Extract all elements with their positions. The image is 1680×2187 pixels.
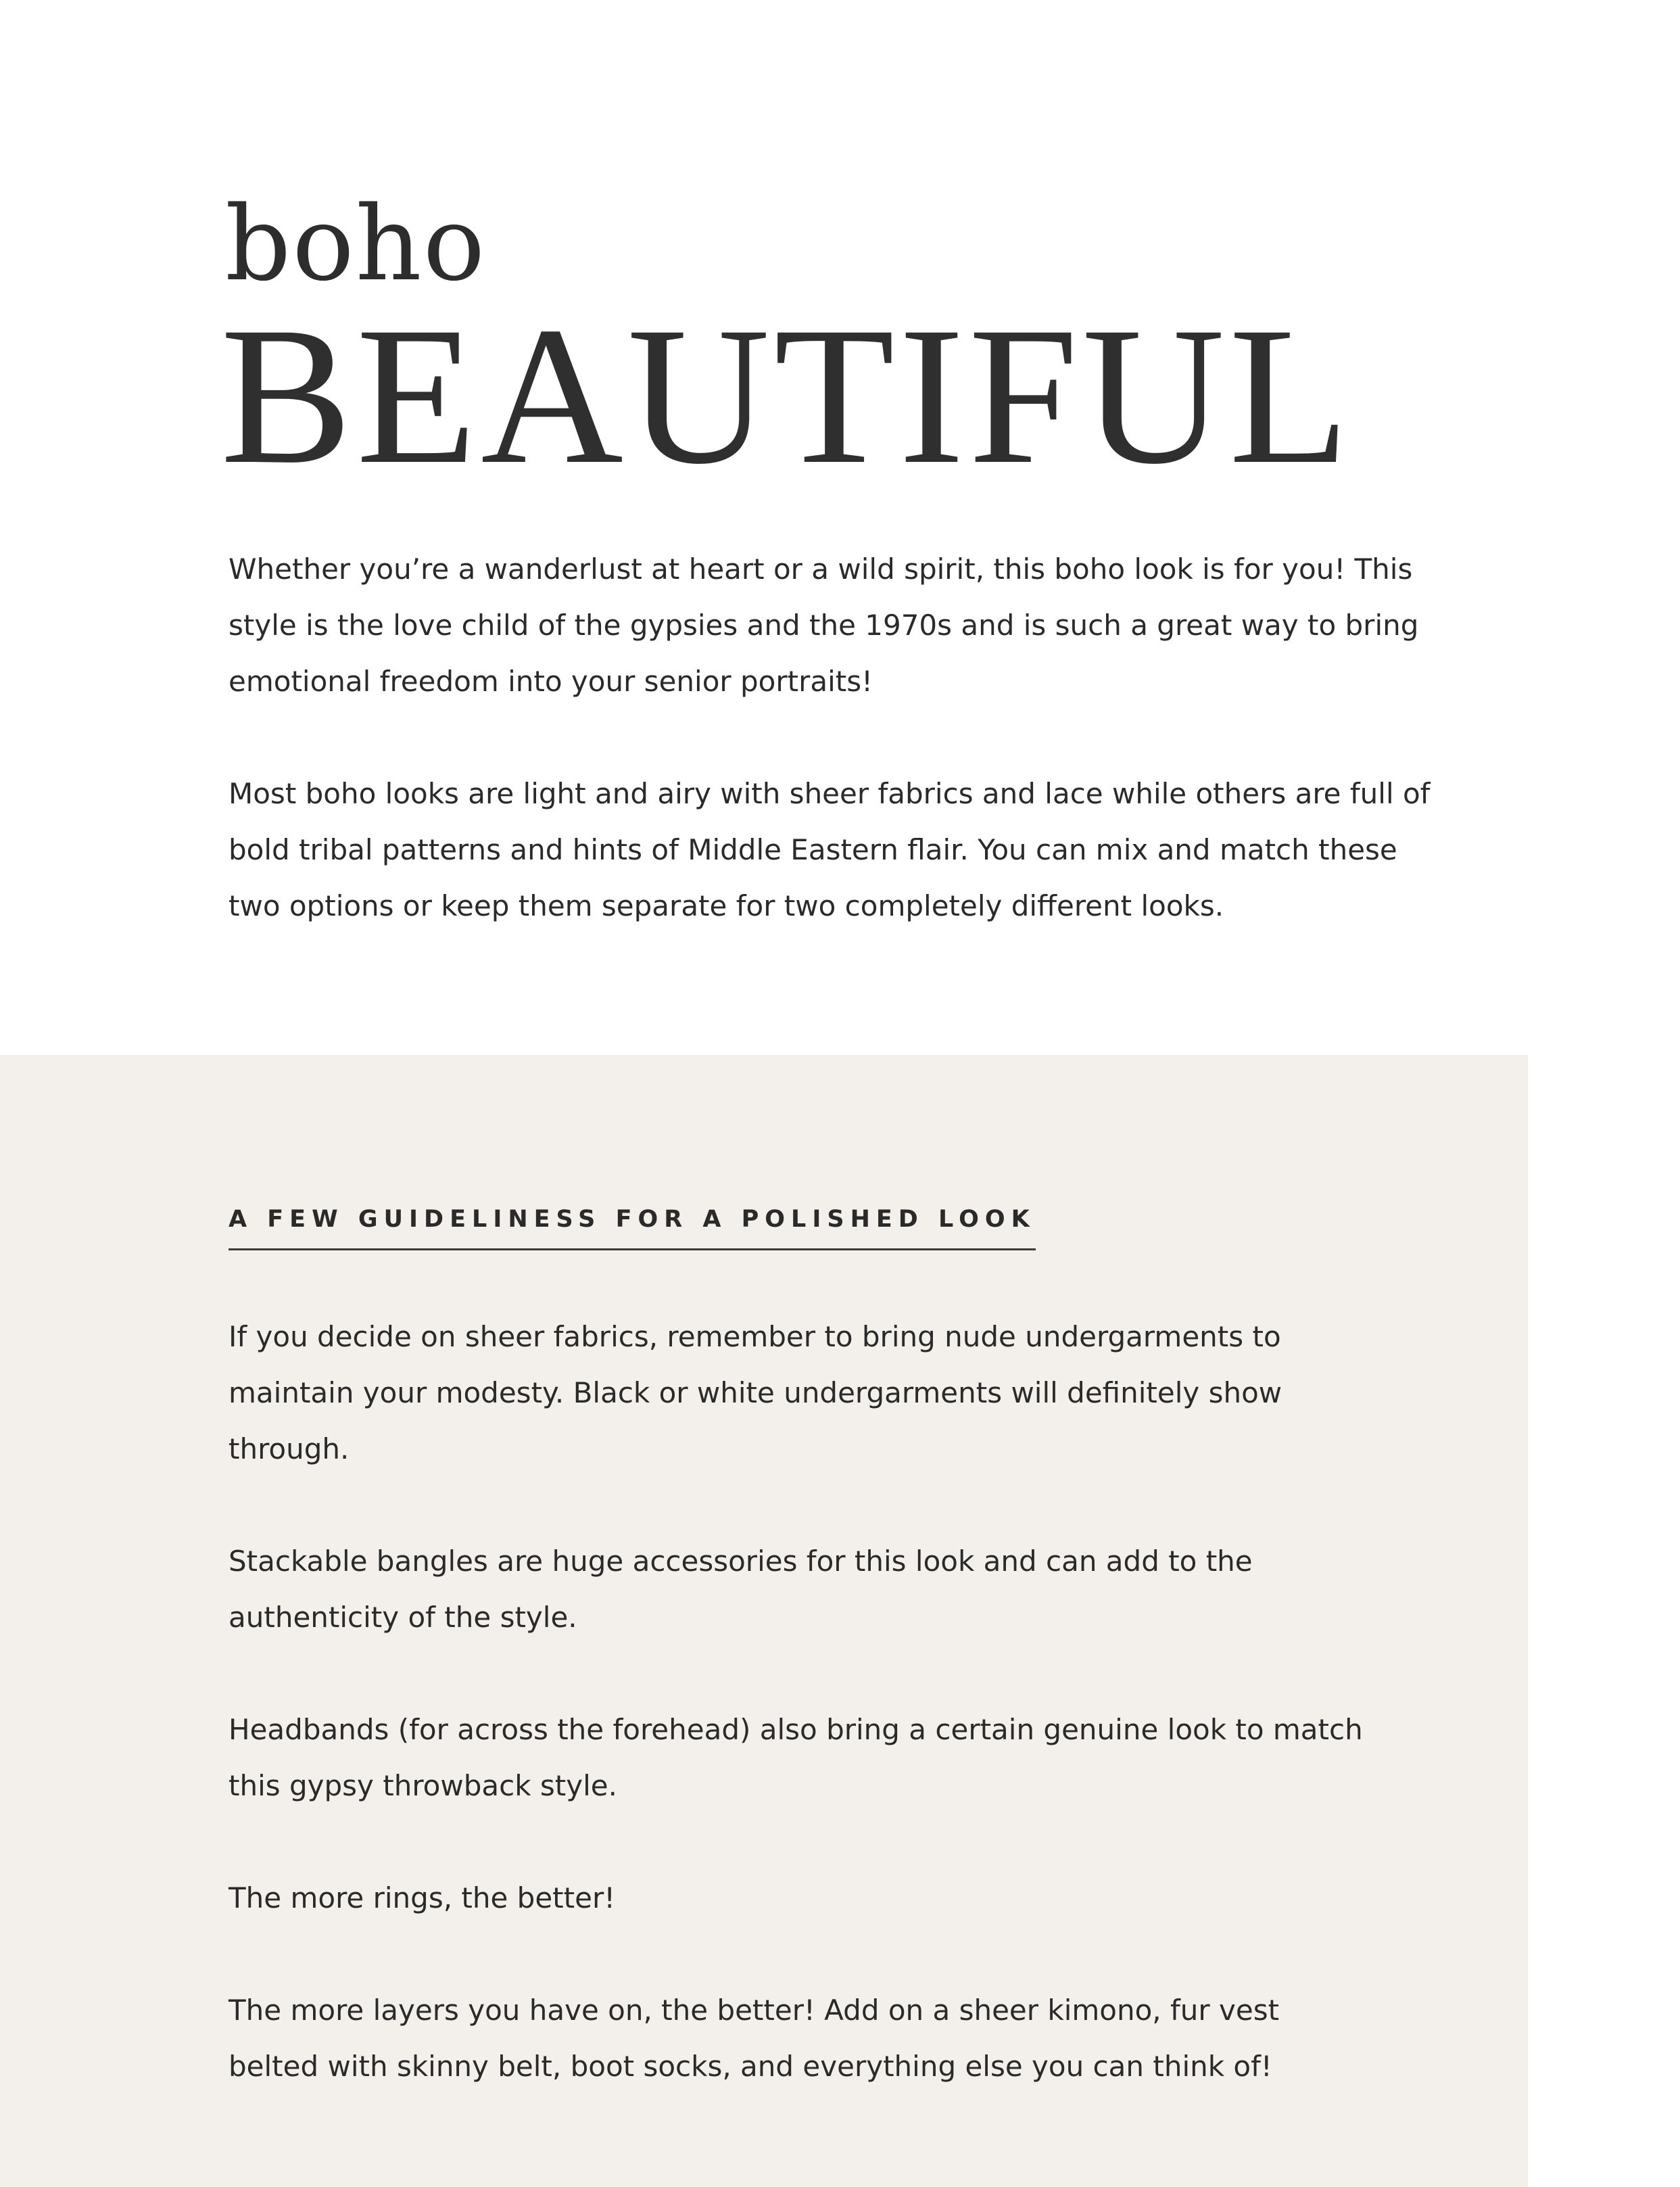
guideline-item: The more rings, the better!: [229, 1881, 616, 1914]
guideline-item: The more layers you have on, the better! Add on a sheer kimono, fur vest belted with skinny belt, boot socks, and everything else you can think of!: [229, 1994, 1280, 2083]
guideline-item: Headbands (for across the forehead) also bring a certain genuine look to match this gypsy throwback style.: [229, 1713, 1363, 1802]
guideline-item: Stackable bangles are huge accessories for this look and can add to the authenticity of the style.: [229, 1545, 1253, 1634]
guidelines-list: [229, 1309, 1378, 2150]
intro-section: [229, 541, 1439, 990]
guideline-item: If you decide on sheer fabrics, remember to bring nude undergarments to maintain your modesty. Black or white undergarments will definitely show through.: [229, 1320, 1282, 1465]
guidelines-heading: A FEW GUIDELINESS FOR A POLISHED LOOK: [229, 1205, 1036, 1250]
page-title: BEAUTIFUL: [220, 287, 1354, 505]
intro-paragraph: Whether you’re a wanderlust at heart or a wild spirit, this boho look is for you! This style is the love child of the gypsies and the 1970s and is such a great way to bring emotional freedom into your senior portraits!: [229, 552, 1419, 698]
intro-paragraph: Most boho looks are light and airy with sheer fabrics and lace while others are full of bold tribal patterns and hints of Middle Eastern flair. You can mix and match these two options or keep them separate for two completely different looks.: [229, 777, 1431, 922]
title-small: boho: [225, 184, 487, 304]
